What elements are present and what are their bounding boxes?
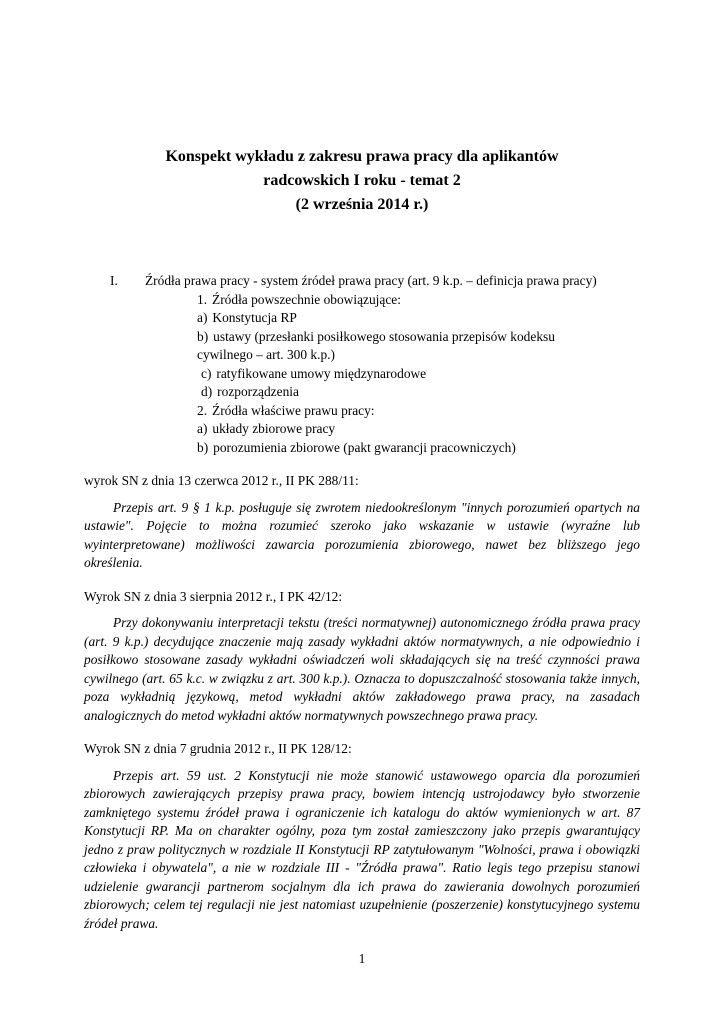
outline-item-label: 2.	[197, 402, 208, 418]
outline-item-text: ustawy (przesłanki posiłkowego stosowania przepisów kodeksu cywilnego – art. 300 k.p.)	[197, 328, 555, 362]
judgment-paragraph: Przy dokonywaniu interpretacji tekstu (treści normatywnej) autonomicznego źródła prawa pracy (art. 9 k.p.) decydujące znaczenie mają zasady wykładni aktów normatywnych, a nie odpowiednio i posiłkowo stosowane zasady wykładni oświadczeń woli składających się na treść czynności prawa cywilnego (art. 65 k.c. w związku z art. 300 k.p.). Oznacza to dopuszczalność stosowania także innych, poza wykładnią językową, metod wykładni aktów zakładowego prawa pracy, na zasadach analogicznych do metod wykładni aktów normatywnych powszechnego prawa pracy.	[84, 615, 640, 723]
outline-item-text: ratyfikowane umowy międzynarodowe	[216, 365, 427, 381]
outline-item-label: b)	[197, 328, 209, 344]
outline-item	[197, 402, 602, 421]
outline-item-text: Konstytucja RP	[212, 310, 297, 325]
outline-item-label: d)	[201, 384, 213, 399]
outline-item-label: a)	[197, 310, 208, 325]
outline-item-text: Źródła właściwe prawu pracy:	[212, 402, 375, 418]
page-number: 1	[358, 950, 366, 966]
outline-item	[197, 439, 602, 458]
judgment-heading: Wyrok SN z dnia 3 sierpnia 2012 r., I PK 42/12:	[84, 588, 343, 604]
outline-item	[201, 365, 606, 384]
judgment-paragraph: Przepis art. 59 ust. 2 Konstytucji nie może stanowić ustawowego oparcia dla porozumień zbiorowych zawierających przepisy prawa pracy, bowiem intencją ustrojodawcy było stworzenie zamkniętego systemu źródeł prawa i ograniczenie ich katalogu do aktów wymienionych w art. 87 Konstytucji RP. Ma on charakter ogólny, poza tym został zamieszczony jako przepis gwarantujący jedno z praw politycznych w rozdziale II Konstytucji RP zatytułowanym "Wolności, prawa i obowiązki człowieka i obywatela", a nie w rozdziale III - "Źródła prawa". Ratio legis tego przepisu stanowi udzielenie gwarancji partnerom socjalnym dla ich prawa do zawierania dowolnych porozumień zbiorowych; celem tej regulacji nie jest natomiast uzupełnienie (poszerzenie) konstytucyjnego systemu źródeł prawa.	[84, 767, 640, 931]
outline-item-label: a)	[197, 421, 208, 436]
outline-item-label: c)	[201, 365, 212, 381]
title-line-2: radcowskich I roku - temat 2	[263, 172, 461, 189]
outline-item-text: rozporządzenia	[217, 384, 299, 399]
outline-item	[197, 309, 602, 328]
outline-item-label: 1.	[197, 291, 208, 307]
judgment-heading: Wyrok SN z dnia 7 grudnia 2012 r., II PK 128/12:	[84, 741, 352, 756]
outline-heading	[84, 272, 640, 291]
outline-item	[197, 291, 602, 310]
outline-section	[84, 272, 640, 457]
outline-item-text: porozumienia zbiorowe (pakt gwarancji pracowniczych)	[213, 439, 516, 455]
title-line-3: (2 września 2014 r.)	[295, 196, 429, 213]
outline-item	[197, 420, 602, 439]
title-line-1: Konspekt wykładu z zakresu prawa pracy dla aplikantów	[165, 148, 559, 165]
outline-heading-text: Źródła prawa pracy - system źródeł prawa pracy (art. 9 k.p. – definicja prawa pracy)	[145, 273, 597, 288]
outline-numeral: I.	[110, 273, 118, 288]
outline-item-label: b)	[197, 439, 209, 455]
outline-item	[201, 383, 606, 402]
outline-item-text: Źródła powszechnie obowiązujące:	[212, 291, 401, 307]
document-title	[84, 145, 640, 217]
outline-item	[197, 328, 602, 365]
judgment-heading: wyrok SN z dnia 13 czerwca 2012 r., II PK 288/11:	[84, 473, 359, 488]
judgment-paragraph: Przepis art. 9 § 1 k.p. posługuje się zwrotem niedookreślonym "innych porozumień opartych na ustawie". Pojęcie to można rozumieć szeroko jako wskazanie w ustawie (wyraźne lub wyinterpretowane) możliwości zawarcia porozumienia zbiorowego, nawet bez bliższego jego określenia.	[84, 499, 640, 570]
outline-item-text: układy zbiorowe pracy	[212, 421, 336, 436]
